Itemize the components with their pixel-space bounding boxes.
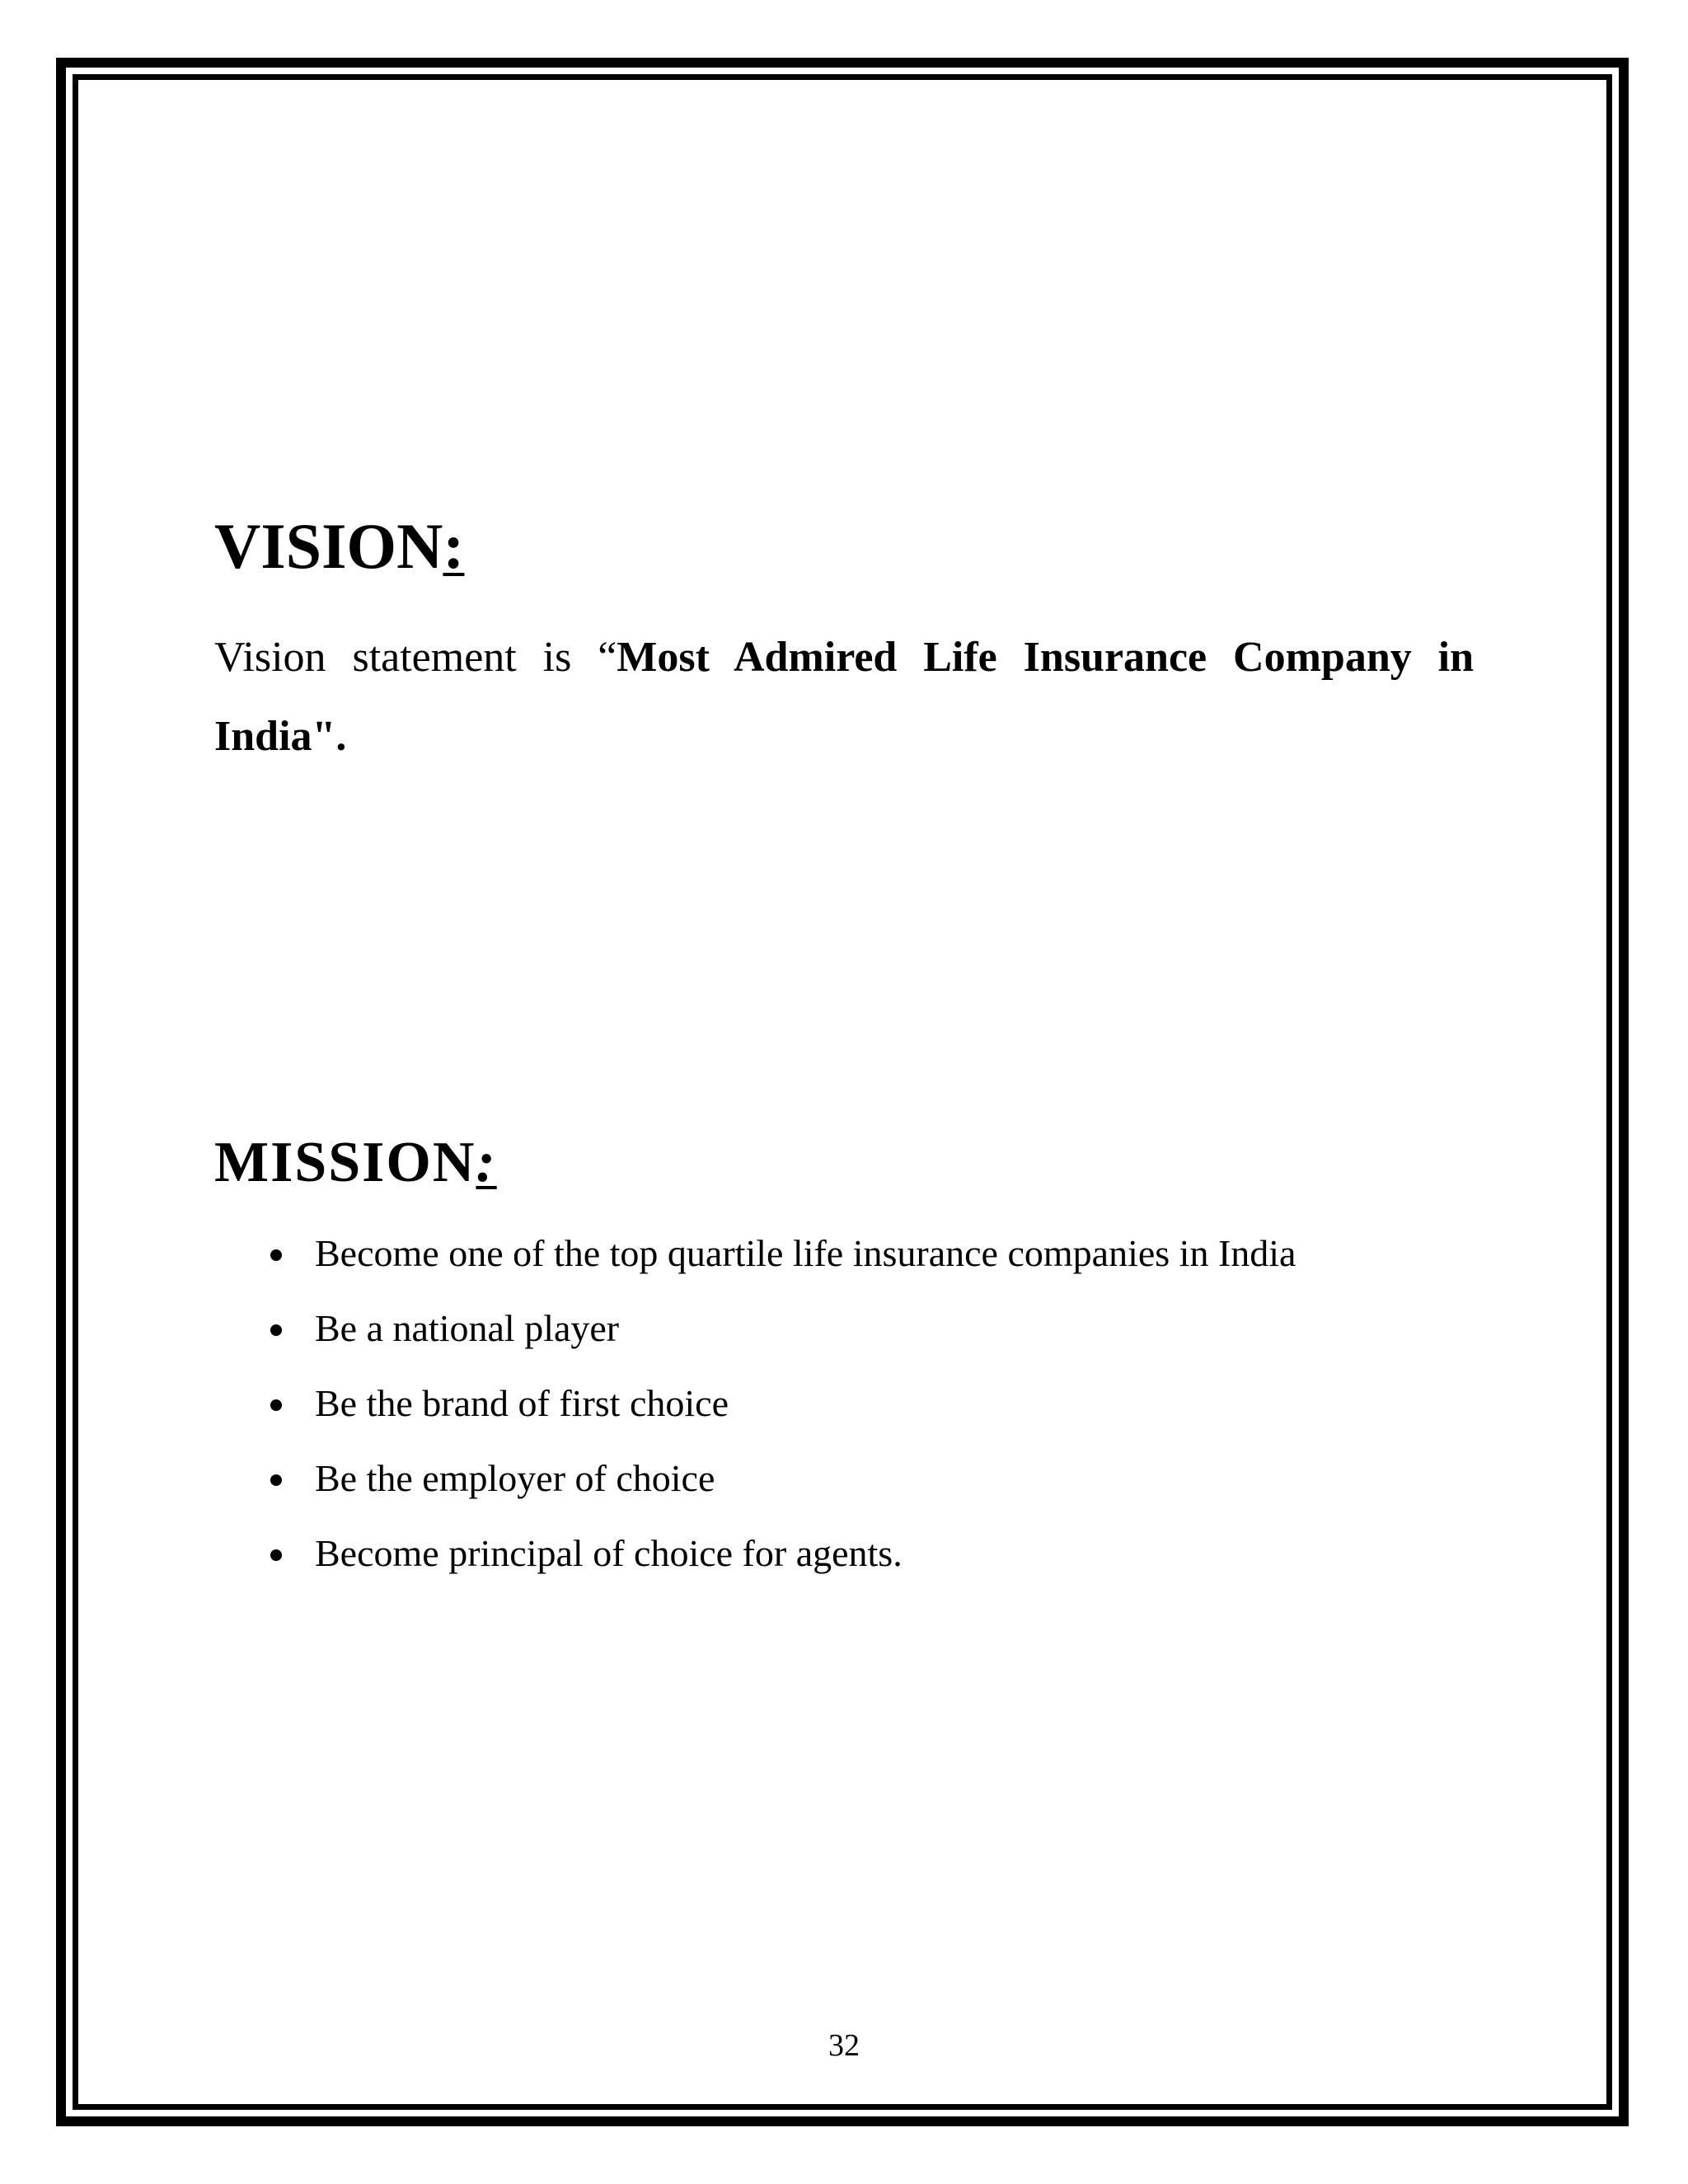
bullet-icon (270, 1549, 282, 1561)
mission-item-text: Be a national player (315, 1307, 620, 1349)
page-number: 32 (828, 2028, 860, 2063)
vision-heading-text: VISION (214, 510, 443, 582)
list-item (214, 1226, 1296, 1301)
mission-heading-text: MISSION (214, 1131, 476, 1194)
mission-item-text: Become principal of choice for agents. (315, 1532, 903, 1574)
vision-heading-colon: : (443, 510, 465, 582)
list-item (214, 1301, 1296, 1376)
mission-item-text: Be the brand of first choice (315, 1382, 729, 1424)
vision-heading (214, 510, 465, 582)
vision-statement-prefix: Vision statement is “ (214, 634, 617, 681)
bullet-icon (270, 1474, 282, 1486)
list-item (214, 1526, 1296, 1601)
mission-item-text: Become one of the top quartile life insurance companies in India (315, 1232, 1296, 1274)
bullet-icon (270, 1249, 282, 1261)
mission-heading (214, 1131, 497, 1194)
page-border-inner (73, 74, 1612, 2110)
list-item (214, 1451, 1296, 1526)
vision-statement-bold: Most Admired Life Insurance Company in India". (214, 634, 1475, 760)
bullet-icon (270, 1324, 282, 1336)
mission-item-text: Be the employer of choice (315, 1457, 715, 1499)
list-item (214, 1376, 1296, 1451)
vision-statement (214, 618, 1474, 776)
mission-heading-colon: : (476, 1131, 497, 1194)
bullet-icon (270, 1399, 282, 1411)
mission-list (214, 1226, 1296, 1601)
